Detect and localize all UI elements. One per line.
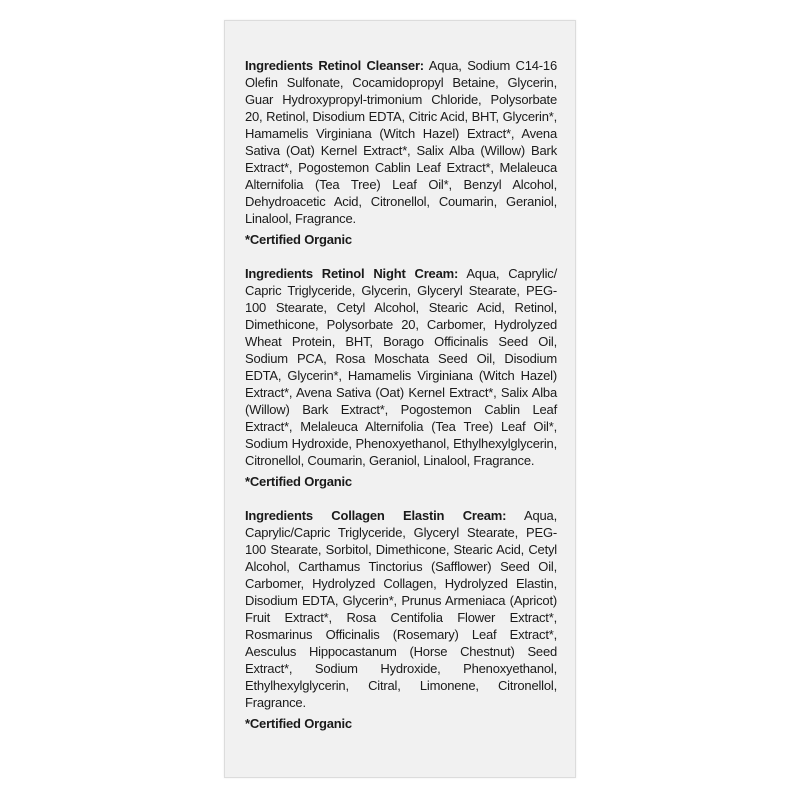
section-spacer: [245, 490, 557, 507]
section-heading: Ingredients Retinol Cleanser:: [245, 58, 424, 73]
ingredients-paragraph: [245, 507, 557, 711]
ingredient-list: Aqua, Caprylic/ Capric Triglyceride, Glycerin, Glyceryl Stearate, PEG-100 Stearate, Cetyl Alcohol, Stearic Acid, Retinol, Dimethicone, Polysorbate 20, Carbomer, Hydrolyzed Wheat Protein, BHT, Borago Officinalis Seed Oil, Sodium PCA, Rosa Moschata Seed Oil, Disodium EDTA, Glycerin*, Hamamelis Virginiana (Witch Hazel) Extract*, Avena Sativa (Oat) Kernel Extract*, Salix Alba (Willow) Bark Extract*, Pogostemon Cablin Leaf Extract*, Melaleuca Alternifolia (Tea Tree) Leaf Oil*, Sodium Hydroxide, Phenoxyethanol, Ethylhexylglycerin, Citronellol, Coumarin, Geraniol, Linalool, Fragrance.: [245, 266, 557, 468]
section-spacer: [245, 248, 557, 265]
section-heading: Ingredients Collagen Elastin Cream:: [245, 508, 507, 523]
section-heading: Ingredients Retinol Night Cream:: [245, 266, 459, 281]
ingredients-label-text: [245, 57, 557, 732]
ingredients-paragraph: [245, 265, 557, 469]
certified-organic-note: *Certified Organic: [245, 232, 352, 247]
section-retinol-night-cream: [245, 265, 557, 490]
ingredient-list: Aqua, Caprylic/Capric Triglyceride, Glyceryl Stearate, PEG-100 Stearate, Sorbitol, Dimethicone, Stearic Acid, Cetyl Alcohol, Carthamus Tinctorius (Safflower) Seed Oil, Carbomer, Hydrolyzed Collagen, Hydrolyzed Elastin, Disodium EDTA, Glycerin*, Prunus Armeniaca (Apricot) Fruit Extract*, Rosa Centifolia Flower Extract*, Rosmarinus Officinalis (Rosemary) Leaf Extract*, Aesculus Hippocastanum (Horse Chestnut) Seed Extract*, Sodium Hydroxide, Phenoxyethanol, Ethylhexylglycerin, Citral, Limonene, Citronellol, Fragrance.: [245, 508, 557, 710]
ingredient-list: Aqua, Sodium C14-16 Olefin Sulfonate, Cocamidopropyl Betaine, Glycerin, Guar Hydroxypropyl-trimonium Chloride, Polysorbate 20, Retinol, Disodium EDTA, Citric Acid, BHT, Glycerin*, Hamamelis Virginiana (Witch Hazel) Extract*, Avena Sativa (Oat) Kernel Extract*, Salix Alba (Willow) Bark Extract*, Pogostemon Cablin Leaf Extract*, Melaleuca Alternifolia (Tea Tree) Leaf Oil*, Benzyl Alcohol, Dehydroacetic Acid, Citronellol, Coumarin, Geraniol, Linalool, Fragrance.: [245, 58, 557, 226]
ingredients-paragraph: [245, 57, 557, 227]
certified-organic-note: *Certified Organic: [245, 716, 352, 731]
section-retinol-cleanser: [245, 57, 557, 248]
certified-organic-note: *Certified Organic: [245, 474, 352, 489]
section-collagen-elastin-cream: [245, 507, 557, 732]
